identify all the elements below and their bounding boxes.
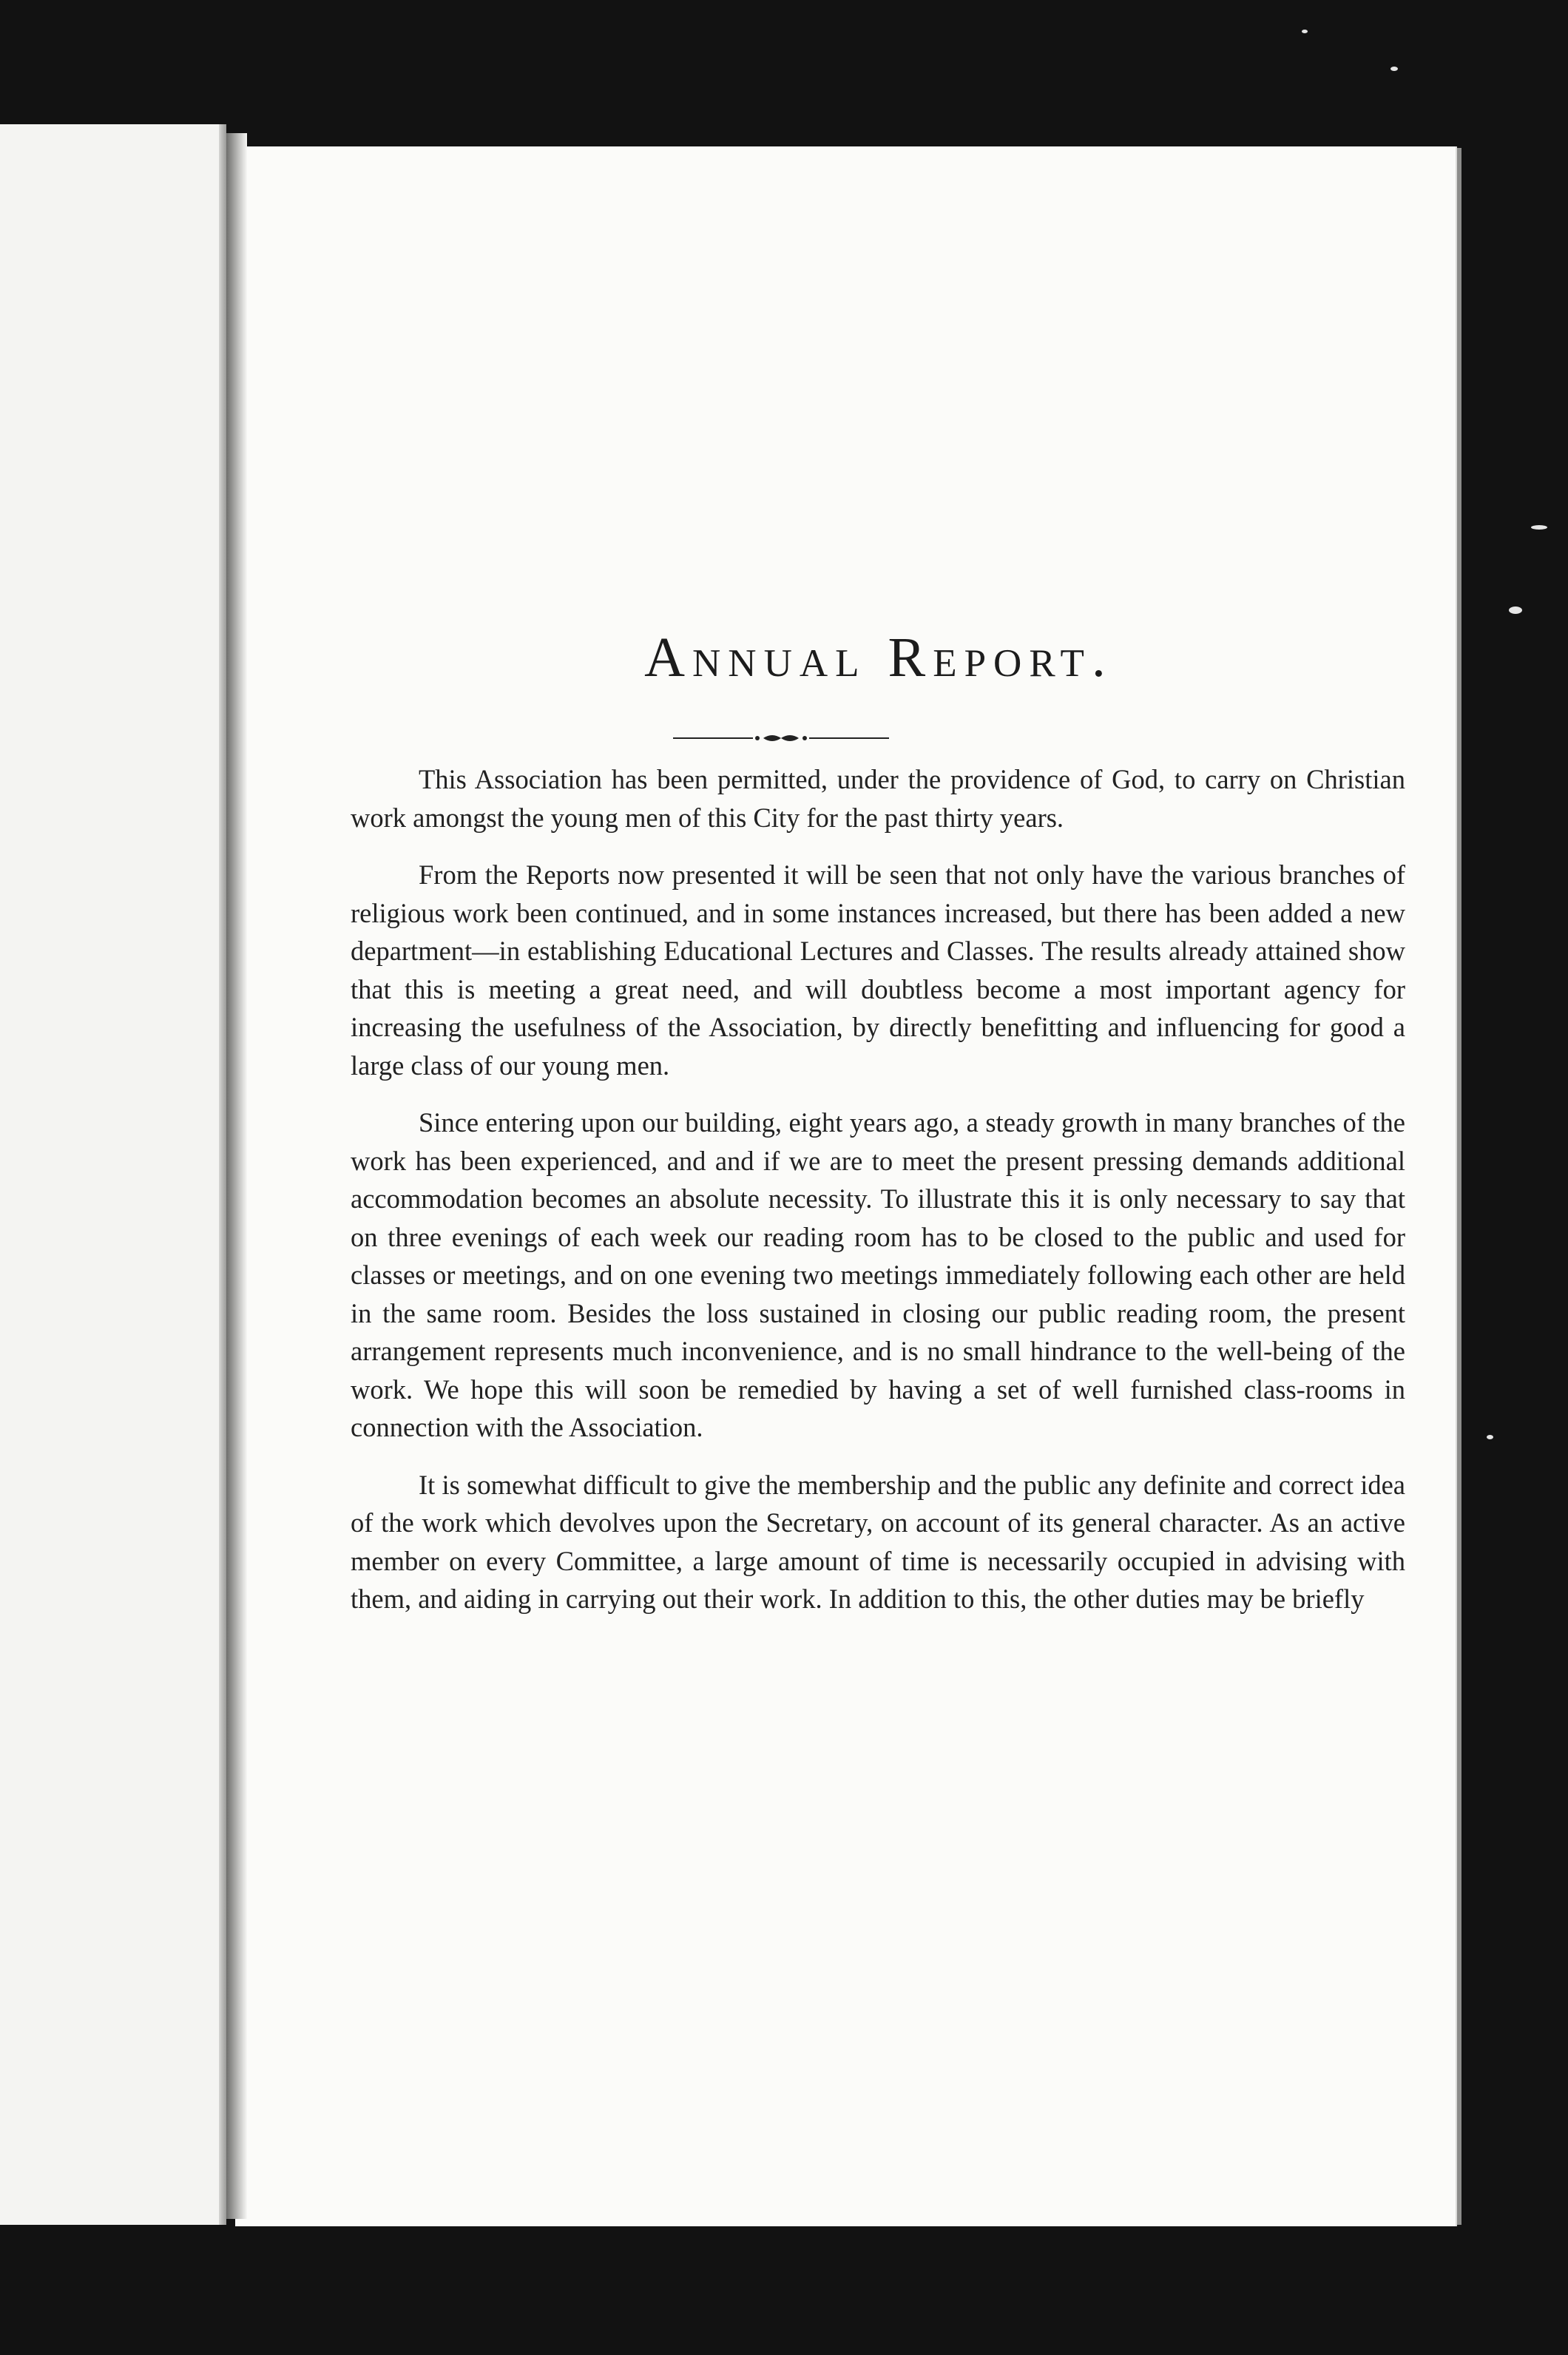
facing-page xyxy=(0,124,222,2225)
document-page xyxy=(235,146,1457,2226)
paragraph: Since entering upon our building, eight years ago, a steady growth in many branches of the work has been experienced, and and if we are to meet the present pressing demands additional accommodation becomes an absolute necessity. To illustrate this it is only necessary to say that on three evenings of each week our reading room has to be closed to the public and used for classes or meetings, and on one evening two meetings immediately following each other are held in the same room. Besides the loss sustained in closing our public reading room, the present arrangement represents much inconvenience, and is no small hindrance to the well-being of the work. We hope this will soon be remedied by having a set of well furnished class-rooms in connection with the Association. xyxy=(351,1107,1405,1442)
title-ornament xyxy=(673,731,889,746)
ornament-divider-icon xyxy=(673,731,889,746)
binding-gutter-shadow xyxy=(226,133,247,2219)
report-body xyxy=(351,760,1405,1638)
dust-speck xyxy=(1302,30,1308,33)
page-title: Annual Report. xyxy=(644,626,1113,689)
paragraph: From the Reports now presented it will be seen that not only have the various branches of religious work been continued, and in some instances increased, but there has been added a new department—in establishing Educational Lectures and Classes. The results already attained show that this is meeting a great need, and will doubtless become a most important agency for increasing the usefulness of the Association, by directly benefitting and influencing for good a large class of our young men. xyxy=(351,859,1405,1081)
dust-speck xyxy=(1390,67,1398,71)
dust-speck xyxy=(1487,1435,1493,1439)
page-right-edge xyxy=(1457,148,1461,2225)
paragraph: It is somewhat difficult to give the membership and the public any definite and correct idea of the work which devolves upon the Secretary, on account of its general character. As an active member on every Committee, a large amount of time is necessarily occupied in advising with them, and aiding in carrying out their work. In addition to this, the other duties may be briefly xyxy=(351,1469,1405,1614)
paragraph: This Association has been permitted, under the providence of God, to carry on Christian work amongst the young men of this City for the past thirty years. xyxy=(351,764,1405,833)
facing-page-edge xyxy=(219,124,226,2225)
dust-speck xyxy=(1509,607,1522,614)
dust-speck xyxy=(1531,525,1547,530)
